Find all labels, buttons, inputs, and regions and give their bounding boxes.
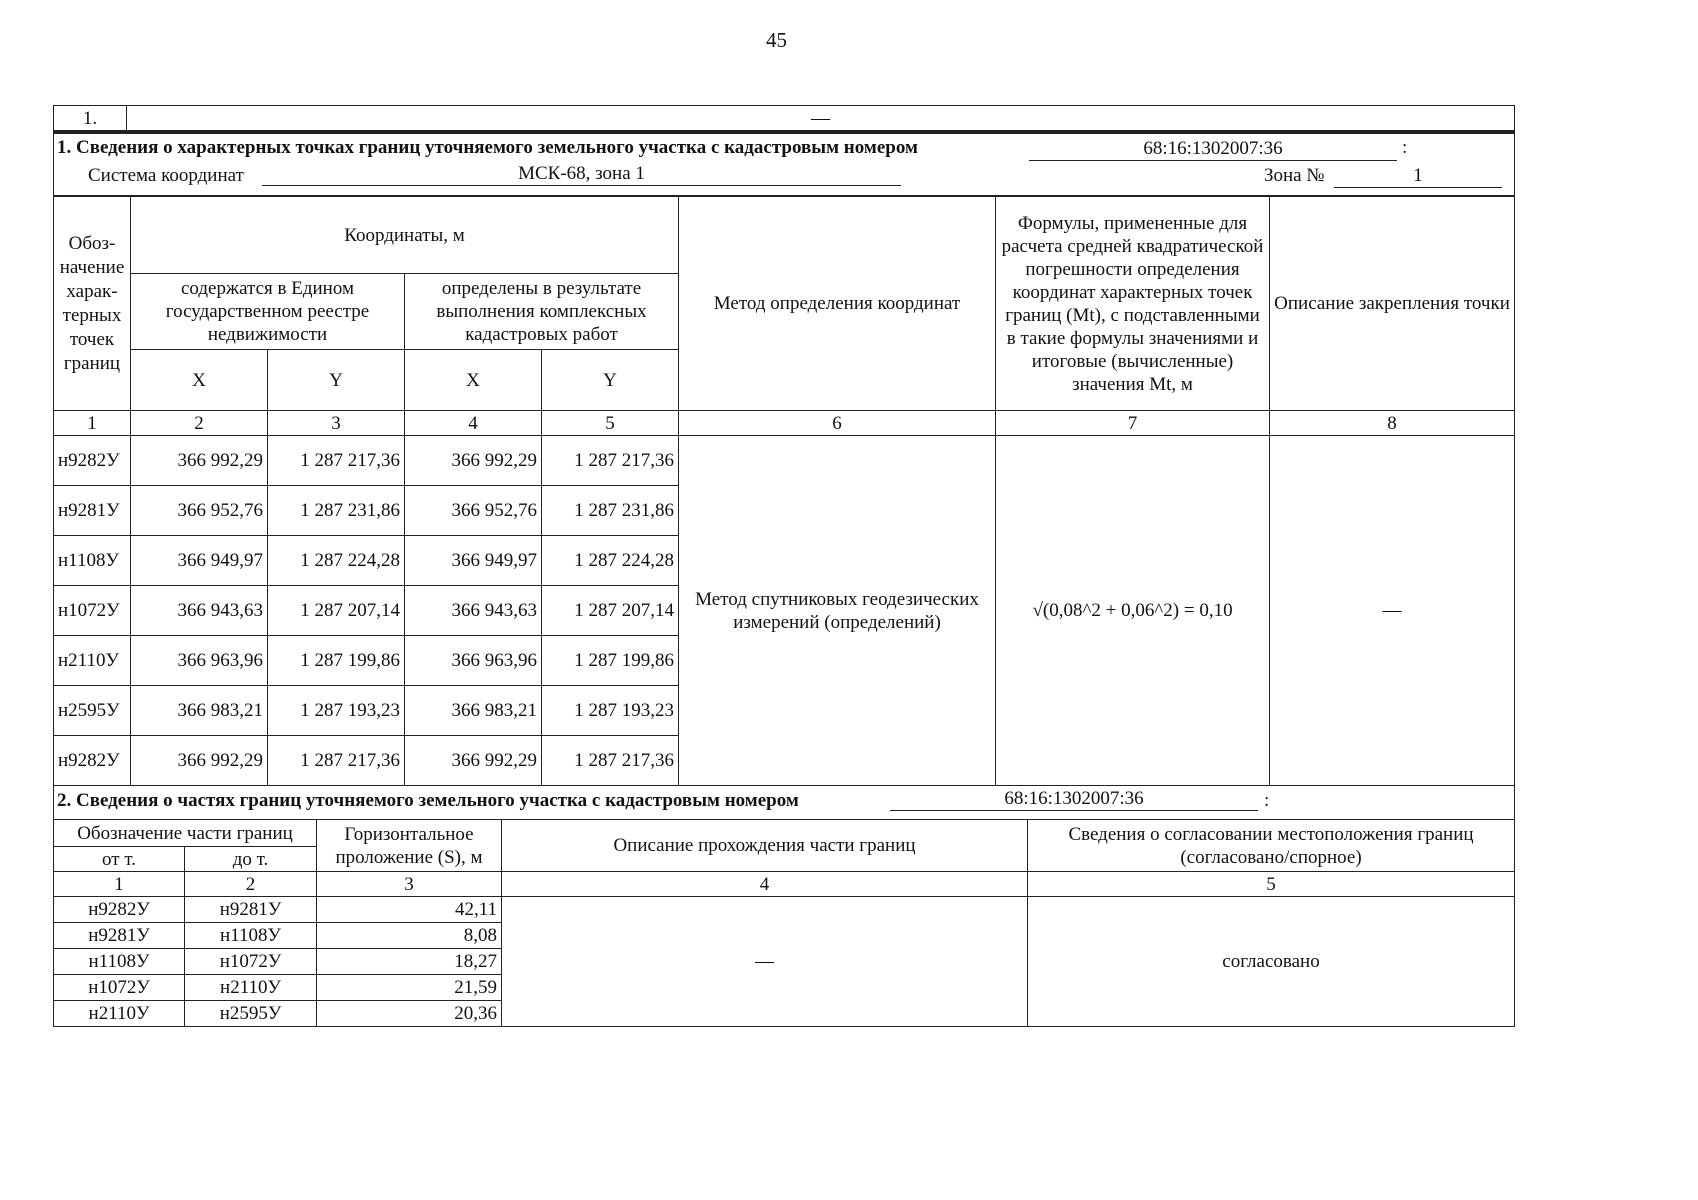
header-fixing: Описание закрепления точки bbox=[1270, 197, 1515, 411]
y-egrn: 1 287 224,28 bbox=[268, 536, 405, 586]
section2-header bbox=[53, 786, 1515, 819]
top-row-table bbox=[53, 105, 1515, 131]
col-number: 1 bbox=[54, 872, 185, 897]
header-y-egrn: Y bbox=[268, 350, 405, 411]
col-number: 6 bbox=[679, 411, 996, 436]
header-egrn: содержатся в Едином государственном реестре недвижимости bbox=[131, 274, 405, 350]
from-point: н9282У bbox=[54, 897, 185, 923]
column-numbers-row bbox=[54, 411, 1515, 436]
horizontal-distance: 42,11 bbox=[317, 897, 502, 923]
to-point: н1072У bbox=[185, 949, 317, 975]
y-complex: 1 287 199,86 bbox=[542, 636, 679, 686]
x-complex: 366 943,63 bbox=[405, 586, 542, 636]
x-complex: 366 992,29 bbox=[405, 736, 542, 786]
x-complex: 366 963,96 bbox=[405, 636, 542, 686]
col-number: 3 bbox=[268, 411, 405, 436]
to-point: н2110У bbox=[185, 975, 317, 1001]
col-number: 4 bbox=[405, 411, 542, 436]
header-coords: Координаты, м bbox=[131, 197, 679, 274]
top-row-value: — bbox=[127, 106, 1515, 131]
y-egrn: 1 287 217,36 bbox=[268, 436, 405, 486]
header-agreement: Сведения о согласовании местоположения границ (согласовано/спорное) bbox=[1028, 820, 1515, 872]
x-egrn: 366 952,76 bbox=[131, 486, 268, 536]
section1-cadastral-number: 68:16:1302007:36 bbox=[1029, 138, 1397, 161]
section2-title: 2. Сведения о частях границ уточняемого земельного участка с кадастровым номером bbox=[57, 790, 799, 811]
column-numbers-row bbox=[54, 872, 1515, 897]
to-point: н1108У bbox=[185, 923, 317, 949]
description-value: — bbox=[502, 897, 1028, 1027]
header-from: от т. bbox=[54, 847, 185, 872]
y-complex: 1 287 217,36 bbox=[542, 736, 679, 786]
to-point: н2595У bbox=[185, 1001, 317, 1027]
coord-system-value: МСК-68, зона 1 bbox=[262, 163, 901, 186]
agreement-value: согласовано bbox=[1028, 897, 1515, 1027]
col-number: 7 bbox=[996, 411, 1270, 436]
header-x-complex: X bbox=[405, 350, 542, 411]
x-complex: 366 983,21 bbox=[405, 686, 542, 736]
x-egrn: 366 992,29 bbox=[131, 736, 268, 786]
y-egrn: 1 287 207,14 bbox=[268, 586, 405, 636]
page-number: 45 bbox=[766, 28, 787, 52]
section2-cadastral-number: 68:16:1302007:36 bbox=[890, 788, 1258, 811]
header-part-designation: Обозначение части границ bbox=[54, 820, 317, 847]
header-complex: определены в результате выполнения комплексных кадастровых работ bbox=[405, 274, 679, 350]
header-description: Описание прохождения части границ bbox=[502, 820, 1028, 872]
header-x-egrn: X bbox=[131, 350, 268, 411]
point-name: н9282У bbox=[54, 436, 131, 486]
section1-colon: : bbox=[1402, 137, 1408, 158]
y-complex: 1 287 207,14 bbox=[542, 586, 679, 636]
header-formulas: Формулы, примененные для расчета средней квадратической погрешности определения координат характерных точек границ (Mt), с подставленными в такие формулы значениями и итоговые (вычисленные) значения Mt, м bbox=[996, 197, 1270, 411]
zone-label: Зона № bbox=[1264, 165, 1325, 186]
from-point: н1072У bbox=[54, 975, 185, 1001]
col-number: 5 bbox=[542, 411, 679, 436]
horizontal-distance: 20,36 bbox=[317, 1001, 502, 1027]
point-name: н9281У bbox=[54, 486, 131, 536]
boundary-parts-table bbox=[53, 819, 1515, 1027]
method-value: Метод спутниковых геодезических измерений (определений) bbox=[679, 436, 996, 786]
header-designation: Обоз-начение харак-терных точек границ bbox=[54, 197, 131, 411]
header-method: Метод определения координат bbox=[679, 197, 996, 411]
top-row-number: 1. bbox=[54, 106, 127, 131]
y-complex: 1 287 193,23 bbox=[542, 686, 679, 736]
col-number: 3 bbox=[317, 872, 502, 897]
point-name: н1072У bbox=[54, 586, 131, 636]
x-egrn: 366 983,21 bbox=[131, 686, 268, 736]
coord-system-label: Система координат bbox=[88, 165, 244, 186]
zone-value: 1 bbox=[1334, 165, 1502, 188]
point-name: н1108У bbox=[54, 536, 131, 586]
fixing-value: — bbox=[1270, 436, 1515, 786]
y-egrn: 1 287 193,23 bbox=[268, 686, 405, 736]
header-horizontal: Горизонтальное проложение (S), м bbox=[317, 820, 502, 872]
col-number: 1 bbox=[54, 411, 131, 436]
col-number: 2 bbox=[131, 411, 268, 436]
section2-colon: : bbox=[1264, 790, 1270, 811]
section1-title: 1. Сведения о характерных точках границ уточняемого земельного участка с кадастровым номером bbox=[57, 137, 918, 158]
document-form bbox=[53, 105, 1515, 1027]
section1-header bbox=[53, 131, 1515, 196]
y-egrn: 1 287 231,86 bbox=[268, 486, 405, 536]
horizontal-distance: 21,59 bbox=[317, 975, 502, 1001]
point-name: н9282У bbox=[54, 736, 131, 786]
col-number: 5 bbox=[1028, 872, 1515, 897]
x-complex: 366 992,29 bbox=[405, 436, 542, 486]
x-egrn: 366 949,97 bbox=[131, 536, 268, 586]
horizontal-distance: 8,08 bbox=[317, 923, 502, 949]
points-table bbox=[53, 196, 1515, 786]
table-row bbox=[54, 436, 1515, 486]
y-egrn: 1 287 199,86 bbox=[268, 636, 405, 686]
x-complex: 366 952,76 bbox=[405, 486, 542, 536]
col-number: 4 bbox=[502, 872, 1028, 897]
y-complex: 1 287 224,28 bbox=[542, 536, 679, 586]
from-point: н1108У bbox=[54, 949, 185, 975]
table-row bbox=[54, 897, 1515, 923]
horizontal-distance: 18,27 bbox=[317, 949, 502, 975]
x-egrn: 366 943,63 bbox=[131, 586, 268, 636]
header-to: до т. bbox=[185, 847, 317, 872]
point-name: н2595У bbox=[54, 686, 131, 736]
x-egrn: 366 992,29 bbox=[131, 436, 268, 486]
x-complex: 366 949,97 bbox=[405, 536, 542, 586]
header-y-complex: Y bbox=[542, 350, 679, 411]
col-number: 8 bbox=[1270, 411, 1515, 436]
col-number: 2 bbox=[185, 872, 317, 897]
from-point: н9281У bbox=[54, 923, 185, 949]
point-name: н2110У bbox=[54, 636, 131, 686]
y-egrn: 1 287 217,36 bbox=[268, 736, 405, 786]
to-point: н9281У bbox=[185, 897, 317, 923]
y-complex: 1 287 231,86 bbox=[542, 486, 679, 536]
x-egrn: 366 963,96 bbox=[131, 636, 268, 686]
y-complex: 1 287 217,36 bbox=[542, 436, 679, 486]
formula-value: √(0,08^2 + 0,06^2) = 0,10 bbox=[996, 436, 1270, 786]
from-point: н2110У bbox=[54, 1001, 185, 1027]
